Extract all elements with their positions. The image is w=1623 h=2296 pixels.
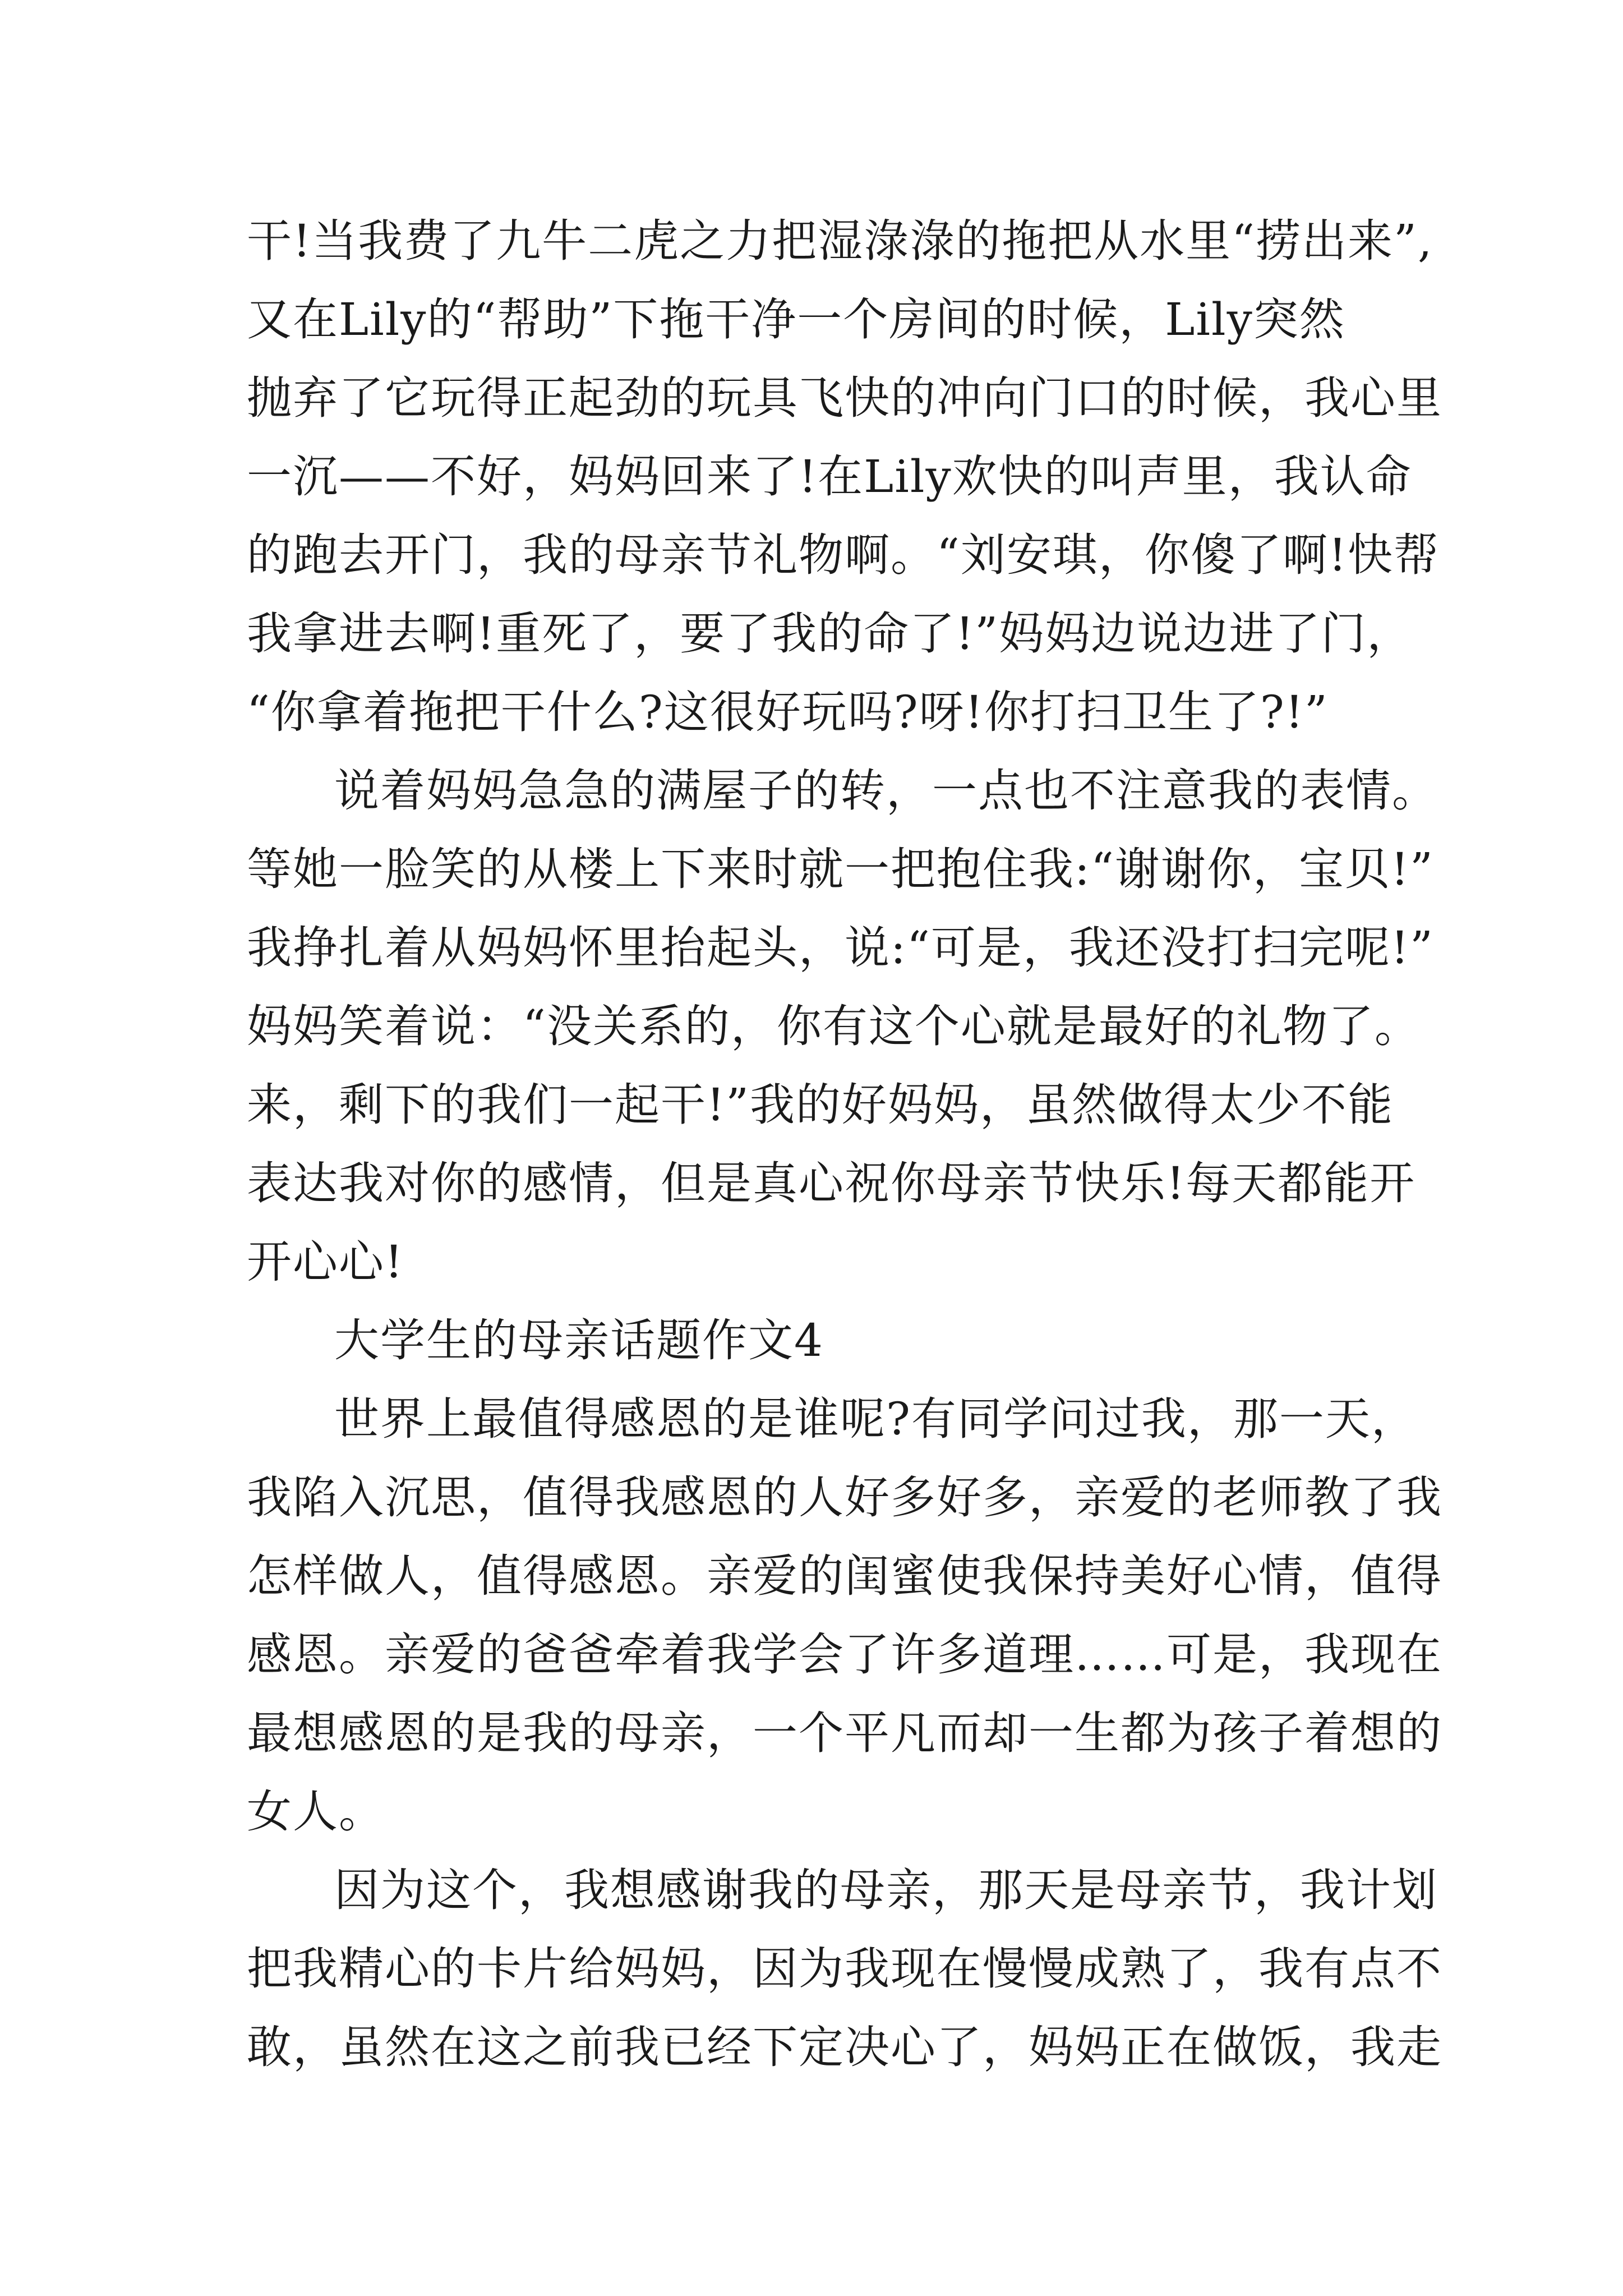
text-line: 表达我对你的感情，但是真心祝你母亲节快乐!每天都能开 <box>247 1157 1416 1209</box>
text-line: 最想感恩的是我的母亲，一个平凡而却一生都为孩子着想的 <box>247 1707 1442 1759</box>
text-line: 又在Lily的“帮助”下拖干净一个房间的时候，Lily突然 <box>247 293 1345 346</box>
text-line: “你拿着拖把干什么?这很好玩吗?呀!你打扫卫生了?!” <box>247 686 1329 738</box>
text-line: 我陷入沉思，值得我感恩的人好多好多，亲爱的老师教了我 <box>247 1471 1442 1524</box>
text-line: 说着妈妈急急的满屋子的转，一点也不注意我的表情。 <box>334 765 1438 817</box>
text-line: 一沉——不好，妈妈回来了!在Lily欢快的叫声里，我认命 <box>247 450 1412 503</box>
section-heading: 大学生的母亲话题作文4 <box>334 1314 824 1366</box>
text-line: 把我精心的卡片给妈妈，因为我现在慢慢成熟了，我有点不 <box>247 1943 1442 1995</box>
text-line: 怎样做人，值得感恩。亲爱的闺蜜使我保持美好心情，值得 <box>247 1550 1442 1602</box>
text-line: 抛弃了它玩得正起劲的玩具飞快的冲向门口的时候，我心里 <box>247 372 1442 424</box>
text-line: 开心心! <box>247 1236 404 1288</box>
text-line: 女人。 <box>247 1786 385 1838</box>
text-line: 来，剩下的我们一起干!”我的好妈妈，虽然做得太少不能 <box>247 1079 1394 1131</box>
text-line: 干!当我费了九牛二虎之力把湿淥淥的拖把从水里“捞出来”, <box>247 215 1433 267</box>
text-line: 妈妈笑着说：“没关系的，你有这个心就是最好的礼物了。 <box>247 1000 1421 1052</box>
text-line: 等她一脸笑的从楼上下来时就一把抱住我:“谢谢你，宝贝!” <box>247 843 1434 895</box>
text-line: 世界上最值得感恩的是谁呢?有同学问过我，那一天， <box>334 1393 1417 1445</box>
text-line: 因为这个，我想感谢我的母亲，那天是母亲节，我计划 <box>334 1864 1438 1916</box>
text-line: 我挣扎着从妈妈怀里抬起头，说:“可是，我还没打扫完呢!” <box>247 922 1434 974</box>
text-line: 的跑去开门，我的母亲节礼物啊。“刘安琪，你傻了啊!快帮 <box>247 529 1440 581</box>
text-line: 敢，虽然在这之前我已经下定决心了，妈妈正在做饭，我走 <box>247 2021 1442 2073</box>
text-line: 我拿进去啊!重死了，要了我的命了!”妈妈边说边进了门， <box>247 608 1413 660</box>
text-line: 感恩。亲爱的爸爸牵着我学会了许多道理……可是，我现在 <box>247 1628 1442 1681</box>
